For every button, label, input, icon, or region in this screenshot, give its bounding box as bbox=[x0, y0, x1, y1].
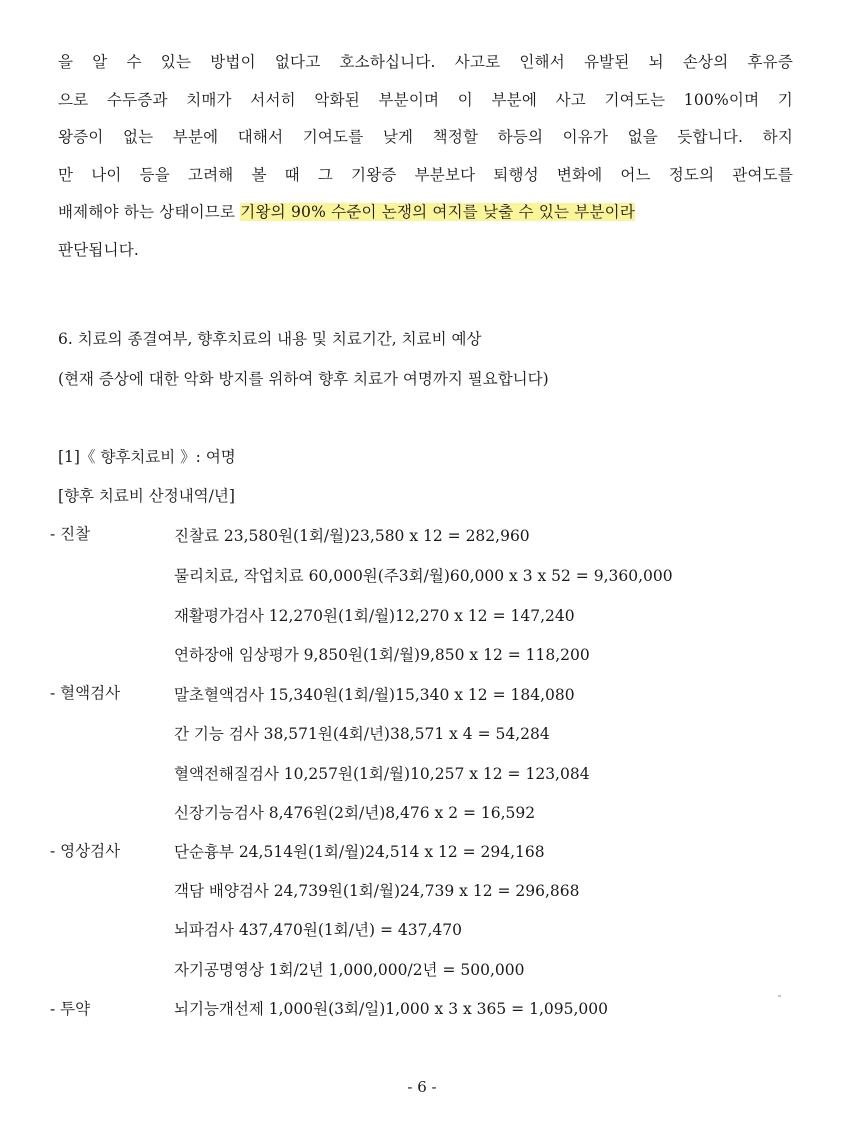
cost-item: 진찰료 23,580원(1회/월)23,580 x 12 = 282,960 bbox=[174, 527, 530, 545]
page-number: - 6 - bbox=[407, 1078, 437, 1096]
highlighted-text: 기왕의 90% 수준이 논쟁의 여지를 낮출 수 있는 부분이라 bbox=[240, 203, 635, 221]
paragraph-line bbox=[58, 194, 793, 232]
breakdown-label: [향후 치료비 산정내역/년] bbox=[58, 487, 235, 505]
section-subtitle: (현재 증상에 대한 악화 방지를 위하여 향후 치료가 여명까지 필요합니다) bbox=[58, 370, 549, 388]
scan-speck bbox=[778, 995, 781, 997]
paragraph-line: 왕증이 없는 부분에 대해서 기여도를 낮게 책정할 하등의 이유가 없을 듯합니다. 하지 bbox=[58, 128, 793, 146]
cost-item: 자기공명영상 1회/2년 1,000,000/2년 = 500,000 bbox=[174, 961, 525, 979]
cost-item: 재활평가검사 12,270원(1회/월)12,270 x 12 = 147,240 bbox=[174, 607, 575, 625]
cost-item: 단순흉부 24,514원(1회/월)24,514 x 12 = 294,168 bbox=[174, 843, 545, 861]
paragraph-line: 판단됩니다. bbox=[58, 240, 139, 259]
cost-item: 객담 배양검사 24,739원(1회/월)24,739 x 12 = 296,868 bbox=[174, 882, 580, 900]
cost-item: 연하장애 임상평가 9,850원(1회/월)9,850 x 12 = 118,200 bbox=[174, 646, 590, 664]
cost-item: 물리치료, 작업치료 60,000원(주3회/월)60,000 x 3 x 52 = 9,360,000 bbox=[174, 567, 673, 585]
cost-item: 간 기능 검사 38,571원(4회/년)38,571 x 4 = 54,284 bbox=[174, 725, 550, 743]
future-cost-heading: [1]《 향후치료비 》: 여명 bbox=[58, 448, 236, 466]
category-label: - 진찰 bbox=[50, 525, 91, 543]
cost-item: 신장기능검사 8,476원(2회/년)8,476 x 2 = 16,592 bbox=[174, 804, 536, 822]
section-title: 6. 치료의 종결여부, 향후치료의 내용 및 치료기간, 치료비 예상 bbox=[58, 330, 482, 348]
category-label: - 투약 bbox=[50, 1000, 91, 1018]
body-paragraph bbox=[58, 44, 793, 269]
cost-item: 혈액전해질검사 10,257원(1회/월)10,257 x 12 = 123,084 bbox=[174, 765, 590, 783]
paragraph-line: 을 알 수 있는 방법이 없다고 호소하십니다. 사고로 인해서 유발된 뇌 손상의 후유증 bbox=[58, 53, 793, 71]
cost-item: 뇌기능개선제 1,000원(3회/일)1,000 x 3 x 365 = 1,095,000 bbox=[174, 1000, 608, 1018]
paragraph-line: 만 나이 등을 고려해 볼 때 그 기왕증 부분보다 퇴행성 변화에 어느 정도의 관여도를 bbox=[58, 165, 793, 184]
cost-item: 뇌파검사 437,470원(1회/년) = 437,470 bbox=[174, 921, 462, 939]
paragraph-text: 배제해야 하는 상태이므로 bbox=[58, 203, 241, 221]
cost-item: 말초혈액검사 15,340원(1회/월)15,340 x 12 = 184,080 bbox=[174, 686, 575, 704]
category-label: - 혈액검사 bbox=[50, 684, 121, 702]
category-label: - 영상검사 bbox=[50, 842, 121, 860]
paragraph-line: 으로 수두증과 치매가 서서히 악화된 부분이며 이 부분에 사고 기여도는 100%이며 기 bbox=[58, 90, 793, 109]
